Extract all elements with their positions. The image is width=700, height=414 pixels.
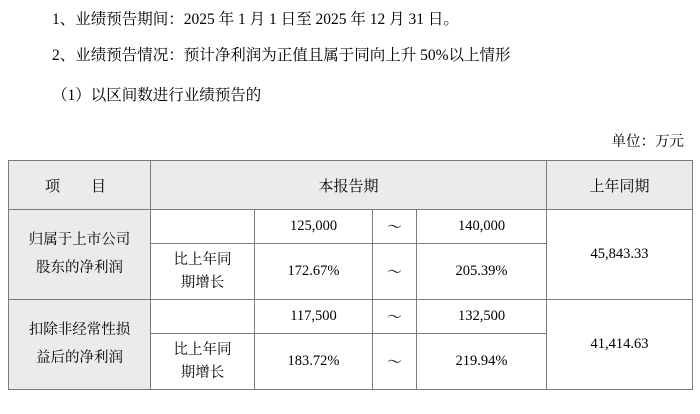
row0-growth-low: 172.67% — [255, 244, 373, 300]
row-label-line1: 归属于上市公司 — [28, 231, 131, 248]
row0-growth-high: 205.39% — [417, 244, 547, 300]
forecast-table — [8, 160, 693, 390]
row1-growth-label-line2: 期增长 — [180, 364, 225, 381]
row0-prior-value: 45,843.33 — [547, 210, 693, 300]
paragraph-2: 2、业绩预告情况：预计净利润为正值且属于同向上升 50%以上情形 — [52, 47, 511, 64]
table-row — [9, 300, 693, 334]
row0-tilde: ～ — [373, 210, 417, 244]
row-label-line2: 股东的净利润 — [36, 259, 123, 276]
unit-note: 单位：万元 — [611, 134, 684, 150]
row1-growth-low: 183.72% — [255, 334, 373, 390]
row0-growth-label-line1: 比上年同 — [173, 252, 232, 269]
row0-range-low: 125,000 — [255, 210, 373, 244]
row1-growth-tilde: ～ — [373, 334, 417, 390]
row1-label-line1: 扣除非经常性损 — [28, 321, 131, 338]
row1-range-high: 132,500 — [417, 300, 547, 334]
row-label-non-recurring — [9, 300, 151, 390]
row1-growth-label-line1: 比上年同 — [173, 342, 232, 359]
table-header-row — [9, 161, 693, 210]
row0-growth-label-line2: 期增长 — [180, 274, 225, 291]
header-item-label: 项 目 — [44, 178, 114, 195]
table-row — [9, 210, 693, 244]
row1-tilde: ～ — [373, 300, 417, 334]
row1-growth-high: 219.94% — [417, 334, 547, 390]
row1-growth-label — [151, 334, 255, 390]
header-item — [9, 161, 151, 210]
row-label-net-profit — [9, 210, 151, 300]
paragraph-1: 1、业绩预告期间：2025 年 1 月 1 日至 2025 年 12 月 31 日。 — [52, 11, 459, 28]
header-current-period: 本报告期 — [151, 161, 547, 210]
row1-range-low: 117,500 — [255, 300, 373, 334]
row0-range-high: 140,000 — [417, 210, 547, 244]
row0-growth-tilde: ～ — [373, 244, 417, 300]
row1-prior-value: 41,414.63 — [547, 300, 693, 390]
header-prior-period: 上年同期 — [547, 161, 693, 210]
row0-growth-label — [151, 244, 255, 300]
row1-label-line2: 益后的净利润 — [36, 349, 123, 366]
row1-empty-cell — [151, 300, 255, 334]
paragraph-3: （1）以区间数进行业绩预告的 — [52, 87, 262, 104]
row0-empty-cell — [151, 210, 255, 244]
